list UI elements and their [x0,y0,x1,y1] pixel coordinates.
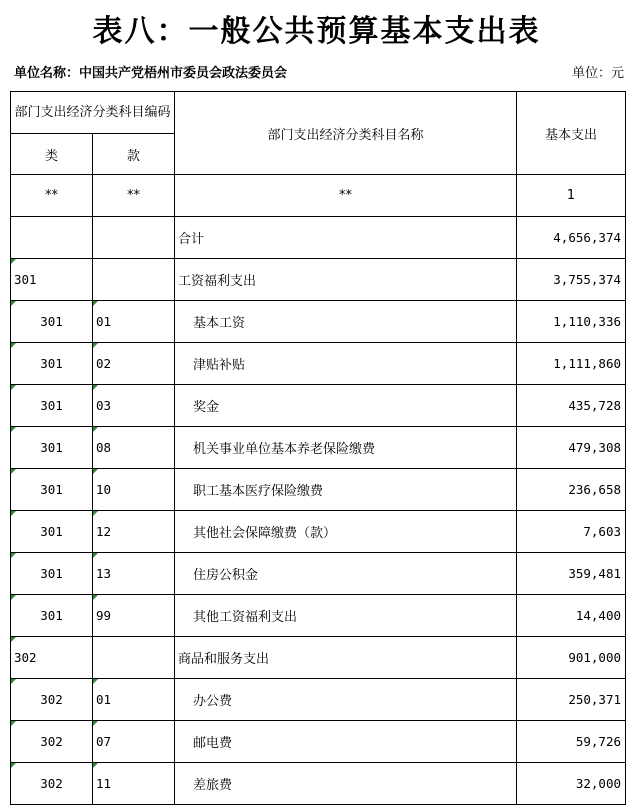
cell-name: 合计 [175,217,517,259]
table-row [11,553,626,595]
cell-amount: 435,728 [517,385,626,427]
cell-lei: 302 [11,721,93,763]
table-row [11,721,626,763]
cell-name: 其他工资福利支出 [175,595,517,637]
header-kuan: 款 [93,134,175,175]
index-amount: 1 [517,175,626,217]
cell-name: 职工基本医疗保险缴费 [175,469,517,511]
cell-amount: 359,481 [517,553,626,595]
cell-name: 奖金 [175,385,517,427]
cell-amount: 1,110,336 [517,301,626,343]
table-row [11,301,626,343]
cell-amount: 250,371 [517,679,626,721]
cell-kuan: 03 [93,385,175,427]
table-row [11,763,626,805]
cell-amount: 14,400 [517,595,626,637]
table-row [11,679,626,721]
cell-amount: 32,000 [517,763,626,805]
header-amount: 基本支出 [517,92,626,175]
cell-lei: 302 [11,763,93,805]
cell-amount: 3,755,374 [517,259,626,301]
cell-lei: 301 [11,469,93,511]
cell-amount: 4,656,374 [517,217,626,259]
cell-amount: 59,726 [517,721,626,763]
cell-kuan: 01 [93,301,175,343]
header-code-group: 部门支出经济分类科目编码 [11,92,175,134]
cell-lei [11,217,93,259]
cell-lei: 301 [11,385,93,427]
cell-lei: 301 [11,511,93,553]
cell-kuan: 02 [93,343,175,385]
cell-amount: 901,000 [517,637,626,679]
cell-kuan: 99 [93,595,175,637]
cell-lei: 301 [11,427,93,469]
cell-name: 其他社会保障缴费（款） [175,511,517,553]
cell-kuan: 10 [93,469,175,511]
table-row [11,469,626,511]
header-row-1 [11,92,626,134]
index-lei: ** [11,175,93,217]
cell-kuan [93,637,175,679]
currency-unit-label: 单位：元 [571,66,624,81]
table-row [11,637,626,679]
cell-name: 商品和服务支出 [175,637,517,679]
cell-lei: 301 [11,301,93,343]
cell-kuan: 13 [93,553,175,595]
unit-info-row [14,62,624,82]
header-name: 部门支出经济分类科目名称 [175,92,517,175]
budget-table [10,91,626,805]
page-title: 表八：一般公共预算基本支出表 [92,14,541,49]
table-row [11,595,626,637]
cell-kuan: 12 [93,511,175,553]
cell-kuan [93,217,175,259]
cell-amount: 236,658 [517,469,626,511]
cell-lei: 301 [11,553,93,595]
table-row [11,427,626,469]
cell-lei: 301 [11,595,93,637]
table-row [11,343,626,385]
cell-amount: 7,603 [517,511,626,553]
table-row [11,385,626,427]
cell-lei: 301 [11,343,93,385]
cell-lei: 301 [11,259,93,301]
cell-name: 邮电费 [175,721,517,763]
cell-name: 办公费 [175,679,517,721]
cell-lei: 302 [11,637,93,679]
cell-kuan: 08 [93,427,175,469]
table-row [11,511,626,553]
cell-amount: 1,111,860 [517,343,626,385]
cell-name: 基本工资 [175,301,517,343]
index-name: ** [175,175,517,217]
cell-name: 津贴补贴 [175,343,517,385]
cell-kuan: 07 [93,721,175,763]
header-lei: 类 [11,134,93,175]
table-row [11,259,626,301]
cell-kuan: 11 [93,763,175,805]
unit-name-label: 单位名称：中国共产党梧州市委员会政法委员会 [14,66,288,81]
cell-name: 住房公积金 [175,553,517,595]
cell-kuan [93,259,175,301]
cell-name: 差旅费 [175,763,517,805]
index-kuan: ** [93,175,175,217]
index-row [11,175,626,217]
cell-kuan: 01 [93,679,175,721]
cell-amount: 479,308 [517,427,626,469]
table-row [11,217,626,259]
cell-name: 工资福利支出 [175,259,517,301]
cell-name: 机关事业单位基本养老保险缴费 [175,427,517,469]
cell-lei: 302 [11,679,93,721]
